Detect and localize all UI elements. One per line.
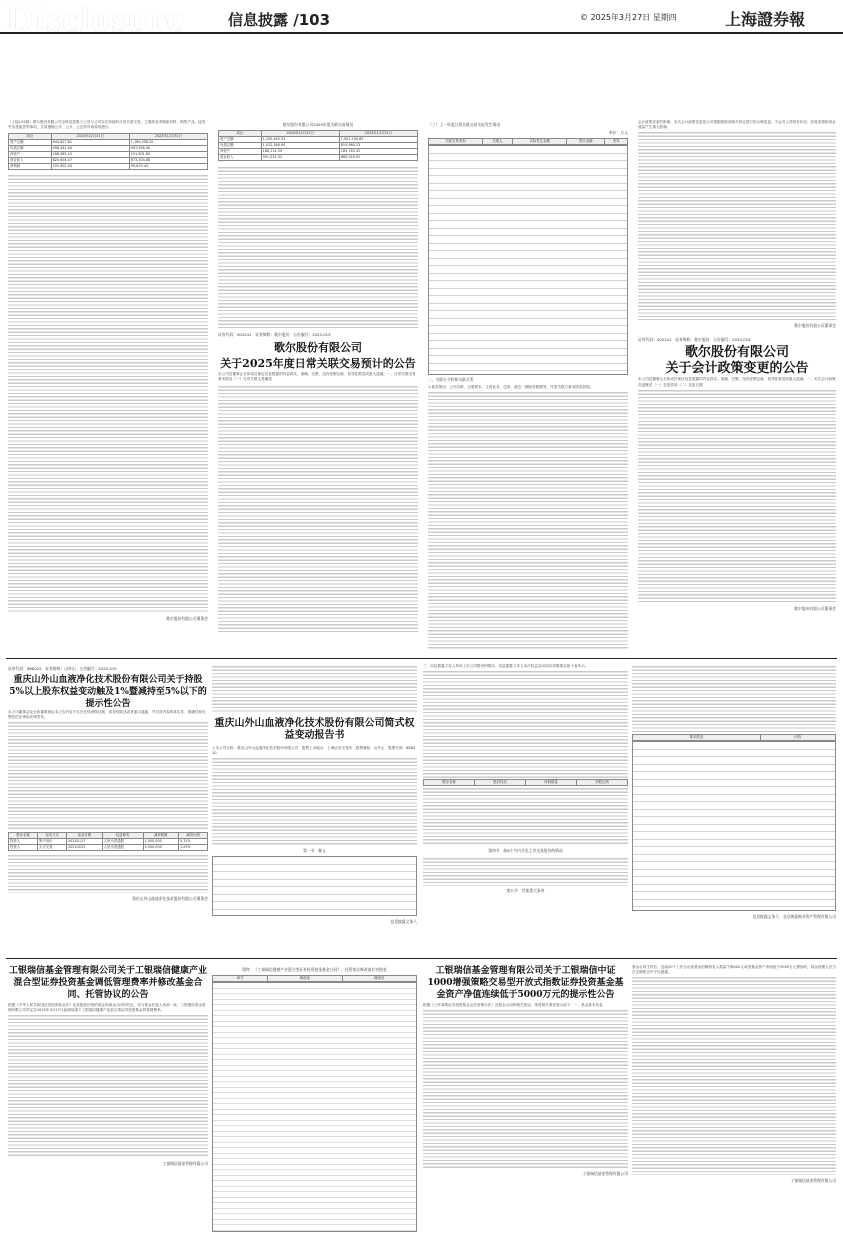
col2-table-title: 歌尔股份有限公司2024年度关联交易情况 [282,122,354,127]
cell: 负债总额 [219,143,262,149]
col2-body-text [218,165,418,330]
mid-right-a-th: 股份性质 [475,780,526,786]
cell: 营业收入 [219,155,262,161]
mid-left-body-text [8,720,208,830]
mid-right-b-signature: 信息披露义务人：北京朗姿韩亚资产管理有限公司 [752,914,836,919]
cell: 820,654.47 [51,158,129,164]
col2-body-text-2 [218,384,418,634]
col3-announcement [428,120,628,655]
bot-mid-table-title: 附件：《工银瑞信健康产业混合型证券投资基金基金合同》、托管协议修改前后对照表 [242,967,387,972]
bot-far-right-body-text [632,975,836,1175]
bot-right-body: 根据《公开募集证券投资基金运作管理办法》及基金合同的相关规定，现将相关事宜提示如下：一、基金基本信息 [423,1003,603,1007]
mid-right-b-announcement [632,664,836,954]
cell: 投资人 [9,845,38,851]
cell: 资产总额 [219,137,262,143]
mid-right-a-th: 持股数量 [526,780,577,786]
bot-mid-th: 修改后 [342,976,416,982]
newspaper-brand: 上海證券報 [725,10,806,29]
col3-transaction-table [428,138,628,145]
mid-center-body-top [212,664,417,714]
bot-right-title: 工银瑞信基金管理有限公司关于工银瑞信中证1000增强策略交易型开放式指数证券投资基金基金资产净值连续低于5000万元的提示性公告 [427,966,624,1000]
mid-left-announcement [8,664,208,954]
bot-left-title: 工银瑞信基金管理有限公司关于工银瑞信健康产业混合型证券投资基金调低管理费率并修改基金合同、托管协议的公告 [8,966,207,1000]
cell: 1.09% [178,845,207,851]
cell: 2025/1/17 [66,839,102,845]
cell: 1,000,000 [143,839,178,845]
col2-th: 项目 [219,131,262,137]
cell: 997,556.40 [129,146,207,152]
cell: 1,189,358.20 [129,140,207,146]
col1-announcement [8,120,208,655]
issue-date: © 2025年3月27日 星期四 [580,13,677,22]
cell: 90,670.44 [129,164,207,170]
col2-code-line: 证券代码：002241 证券简称：歌尔股份 公告编号：2025-015 [218,332,331,337]
cell: 673,304.86 [129,158,207,164]
cell: 2025/3/25 [66,845,102,851]
mid-left-th: 减持股数 [143,833,178,839]
mid-right-a-th: 持股比例 [577,780,628,786]
bot-right-signature: 工银瑞信基金管理有限公司 [582,1171,628,1177]
mid-center-body: 上市公司名称：重庆山外山血液净化技术股份有限公司 股票上市地点：上海证券交易所 股票简称：山外山 股票代码：688410 [212,746,416,756]
col4-announcement [638,120,836,655]
bot-mid-attachment [212,965,417,1245]
mid-left-th: 股东名称 [9,833,38,839]
col1-finance-table [8,133,208,170]
cell: 0.31% [178,839,207,845]
mid-center-body-text [212,756,417,846]
cell: 991,532.33 [261,155,339,161]
table-row [9,164,208,170]
cell: 1,001,700.65 [339,137,417,143]
col1-th: 2023年12月31日 [129,134,207,140]
bot-right-announcement [423,965,628,1245]
col3-unit: 单位：万元 [609,130,628,135]
cell: 大宗交易 [37,845,66,851]
section-title: 信息披露 /103 [228,11,331,29]
mid-right-a-body-text-3 [423,856,628,886]
divider-2 [6,958,837,959]
col4-body2: 本公司及董事会全体成员保证信息披露的内容真实、准确、完整，没有虚假记载、误导性陈述或重大遗漏。一、本次会计政策变更概述（一）变更原因（二）变更日期 [638,377,836,387]
cell: 净资产 [9,152,52,158]
mid-right-b-th: 内容 [760,735,835,741]
cell: 191,801.80 [129,152,207,158]
mid-right-a-body-text [423,669,628,779]
col3-th: 关联人 [482,139,512,145]
col1-intro: （上接102版）歌尔股份有限公司全资及控股子公司与公司存在持续的日常关联交易，主要涉及采购原材料、销售产品、接受劳务及租赁等事项，交易遵循公平、公开、公正的市场原则进行。 [8,120,206,130]
mid-right-a-table [423,779,628,786]
cell: 456,342.46 [51,146,129,152]
cell: 644,827.61 [51,140,129,146]
mid-center-section: 第一节 释义 [303,848,326,854]
cell: 1,200,463.53 [261,137,339,143]
cell: 净资产 [219,149,262,155]
col3-table-title: （三）上一年度日常关联交易实际发生情况 [428,122,501,127]
mid-left-th: 变动方式 [37,833,66,839]
bot-mid-table [212,975,417,982]
col4-signature: 歌尔股份有限公司董事会 [794,323,836,329]
masthead [0,0,843,40]
col4-code-line: 证券代码：002241 证券简称：歌尔股份 公告编号：2025-016 [638,337,751,343]
bot-left-body-text [8,1013,208,1158]
col4-body-text [638,130,836,320]
mid-right-a-th: 股东名称 [424,780,475,786]
cell: 3,500,000 [143,845,178,851]
mid-right-a-body: 三、信息披露义务人持有上市公司股份的情况，信息披露义务人本次权益变动前后持股情况如下表所示。 [423,664,589,668]
bot-mid-th: 章节 [213,976,268,982]
col2-th: 2024年12月31日 [261,131,339,137]
cell: 资产总额 [9,140,52,146]
cell: 人民币普通股 [102,845,143,851]
mid-left-th: 权益种类 [102,833,143,839]
mid-left-title: 重庆山外山血液净化技术股份有限公司关于持股5%以上股东权益变动触及1%暨减持至5%以下的提示性公告 [9,675,207,709]
col1-th: 项目 [9,134,52,140]
mid-left-code-line: 证券代码：688025 证券简称：山外山 公告编号：2025-015 [8,666,117,671]
mid-left-signature: 重庆山外山血液净化技术股份有限公司董事会 [132,896,208,902]
cell: 营业收入 [9,158,52,164]
col2-announcement [218,120,418,655]
col1-th: 2024年12月31日 [51,134,129,140]
bot-left-announcement [8,965,208,1245]
cell: 人民币普通股 [102,839,143,845]
bot-left-signature: 工银瑞信基金管理有限公司 [162,1161,208,1167]
mid-left-body-text-2 [8,853,208,893]
bot-right-body-text [423,1008,628,1168]
col1-body-text [8,173,208,613]
col3-body-text [428,390,628,650]
col4-title-company: 歌尔股份有限公司 [684,345,789,361]
cell: 188,114.59 [261,149,339,155]
col3-th: 差异 [605,139,628,145]
cell: 投资人 [9,839,38,845]
mid-center-announcement [212,664,417,954]
cell: 101,902.04 [51,164,129,170]
mid-center-title: 重庆山外山血液净化技术股份有限公司简式权益变动报告书 [214,718,415,741]
mid-right-b-table-body [632,741,836,911]
col3-table-body [428,145,628,375]
mid-right-a-section: 第四节 前6个月内买卖上市交易股份的情况 [488,848,563,854]
col2-body: 本公司及董事会全体成员保证信息披露的内容真实、准确、完整，没有虚假记载、误导性陈述或重大遗漏。一、日常关联交易基本情况（一）日常关联交易概述 [218,372,416,382]
mid-left-th: 变动日期 [66,833,102,839]
cell: 净利润 [9,164,52,170]
bot-far-right-signature: 工银瑞信基金管理有限公司 [790,1178,836,1184]
mid-right-a-section2: 第五节 其他重大事项 [506,888,545,894]
divider-1 [6,658,837,659]
table-row [9,845,208,851]
cell: 880,018.92 [339,155,417,161]
col3-th: 实际发生金额 [513,139,567,145]
cell: 188,485.15 [51,152,129,158]
mid-right-b-body-text [632,664,836,734]
mid-left-body: 本公司董事会及全体董事保证本公告内容不存在任何虚假记载、误导性陈述或者重大遗漏，并对其内容的真实性、准确性和完整性依法承担法律责任。 [8,710,206,720]
mid-left-table [8,832,208,851]
col3-section: 二、关联方介绍和关联关系 [428,377,474,382]
mid-center-signature: 信息披露义务人 [390,919,417,925]
bot-left-body: 根据《中华人民共和国证券投资基金法》及其配套法规的规定和基金合同的约定，经与基金托管人协商一致，工银瑞信基金管理有限公司决定自2025年3月27日起调低旗下工银瑞信健康产业混合型证券投资基金的管理费率。 [8,1003,206,1013]
col3-th: 关联交易类别 [429,139,483,145]
col4-signature-2: 歌尔股份有限公司董事会 [794,605,836,611]
cell: 815,960.23 [339,143,417,149]
table-row [219,155,418,161]
cell: 185,740.42 [339,149,417,155]
col4-title: 关于会计政策变更的公告 [665,361,809,377]
col2-title: 关于2025年度日常关联交易预计的公告 [220,357,416,370]
mid-right-b-table [632,734,836,741]
mid-right-a-body-text-2 [423,786,628,846]
col4-body: 会计政策变更的影响：本次会计政策变更是公司根据财政部相关规定进行的合理变更，不会对公司财务状况、经营成果和现金流量产生重大影响。 [638,120,836,130]
col2-finance-table [218,130,418,161]
col4-body-text-2 [638,388,836,603]
mid-right-b-th: 基本情况 [633,735,761,741]
col3-th: 预计金额 [567,139,605,145]
mid-right-a-announcement [423,664,628,954]
disclosure-wordmark: Disclosure [6,0,185,40]
cell: 集中竞价 [37,839,66,845]
bot-mid-th: 修改前 [268,976,342,982]
cell: 负债总额 [9,146,52,152]
bot-far-right-body: 基金合同生效后，连续20个工作日出现基金份额持有人数量不满200人或者基金资产净值低于5000万元情形的，基金管理人应当在定期报告中予以披露。 [632,965,836,975]
mid-center-definitions-table [212,856,417,916]
bot-far-right-announcement [632,965,836,1245]
col1-signature: 歌尔股份有限公司董事会 [166,616,208,622]
col2-title-company: 歌尔股份有限公司 [274,341,362,354]
mid-left-th: 减持比例 [178,833,207,839]
col3-body: 1.基本情况：公司名称、注册资本、主营业务、住所、最近一期财务数据等，详见关联方基本情况说明。 [428,385,594,389]
bot-mid-table-body [212,982,417,1232]
col2-th: 2023年12月31日 [339,131,417,137]
cell: 1,012,348.94 [261,143,339,149]
